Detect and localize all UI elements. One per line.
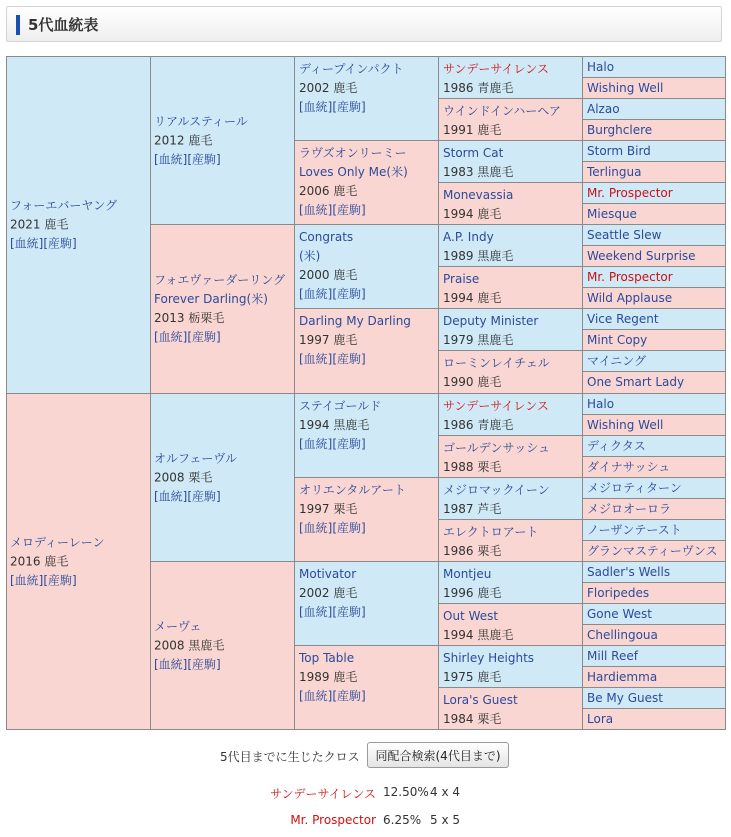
horse-birth-info xyxy=(154,131,291,150)
pedigree-cell-gen5 xyxy=(582,498,726,520)
horse-birth-info xyxy=(443,205,578,224)
horse-name-link[interactable]: Mill Reef xyxy=(587,649,638,663)
horse-birth-info xyxy=(443,331,578,350)
birth-year: 1975 xyxy=(443,670,474,684)
pedigree-cell-gen2 xyxy=(150,224,295,394)
pedigree-cell-gen3 xyxy=(294,561,439,646)
pedigree-table xyxy=(6,56,725,729)
cross-label: 5代目までに生じたクロス xyxy=(220,750,360,764)
coat-color: 栗毛 xyxy=(333,502,358,516)
pedigree-link[interactable]: [血統] xyxy=(154,657,188,671)
pedigree-cell-gen5 xyxy=(582,119,726,141)
coat-color: 鹿毛 xyxy=(477,375,502,389)
cross-horse-link[interactable]: サンデーサイレンス xyxy=(270,787,376,801)
horse-name-link[interactable]: サンデーサイレンス xyxy=(443,399,549,413)
horse-name-link[interactable]: Congrats xyxy=(299,230,354,244)
birth-year: 2002 xyxy=(299,81,330,95)
pedigree-cell-gen4 xyxy=(438,687,583,730)
birth-year: 1996 xyxy=(443,586,474,600)
birth-year: 2006 xyxy=(299,184,330,198)
horse-name-link[interactable]: ウインドインハーヘア xyxy=(443,104,561,118)
horse-birth-info xyxy=(154,468,291,487)
horse-name-link[interactable]: オルフェーヴル xyxy=(154,451,238,465)
pedigree-cell-gen3 xyxy=(294,393,439,478)
pedigree-link[interactable]: [血統] xyxy=(299,203,333,217)
page-title: 5代血統表 xyxy=(28,16,99,34)
horse-name-link[interactable]: Lora xyxy=(587,712,614,726)
pedigree-link[interactable]: [血統] xyxy=(10,236,44,251)
horse-name-link[interactable]: フォエヴァーダーリング xyxy=(154,273,286,287)
pedigree-cell-content xyxy=(10,533,147,590)
coat-color: 鹿毛 xyxy=(333,586,358,600)
horse-birth-info xyxy=(154,636,291,655)
coat-color: 鹿毛 xyxy=(44,554,69,568)
horse-name-alt-link[interactable]: (米) xyxy=(299,249,321,263)
pedigree-cell-gen4 xyxy=(438,182,583,225)
pedigree-cell-gen5 xyxy=(582,666,726,688)
header-accent-bar xyxy=(16,15,20,35)
pedigree-cell-content xyxy=(154,449,291,506)
horse-name-link[interactable]: エレクトロアート xyxy=(443,525,539,539)
horse-name-link[interactable]: Be My Guest xyxy=(587,691,663,705)
coat-color: 栗毛 xyxy=(477,544,502,558)
birth-year: 1994 xyxy=(443,628,474,642)
horse-birth-info xyxy=(443,500,578,519)
coat-color: 栗毛 xyxy=(477,460,502,474)
pedigree-cell-gen2 xyxy=(150,393,295,562)
birth-year: 1988 xyxy=(443,460,474,474)
pedigree-cell-gen2 xyxy=(150,561,295,730)
horse-name-link[interactable]: ダイナサッシュ xyxy=(587,460,671,474)
pedigree-cell-gen4 xyxy=(438,224,583,267)
horse-birth-info xyxy=(299,266,434,285)
horse-links xyxy=(154,150,291,169)
pedigree-cell-gen4 xyxy=(438,519,583,562)
birth-year: 2000 xyxy=(299,268,330,282)
horse-birth-info xyxy=(443,416,578,435)
birth-year: 1994 xyxy=(443,291,474,305)
pedigree-link[interactable]: [血統] xyxy=(299,352,333,366)
coat-color: 黒鹿毛 xyxy=(477,628,514,642)
coat-color: 黒鹿毛 xyxy=(188,638,225,652)
pedigree-cell-gen4 xyxy=(438,393,583,436)
section-header xyxy=(6,6,722,42)
pedigree-cell-gen5 xyxy=(582,456,726,478)
pedigree-cell-gen4 xyxy=(438,98,583,141)
horse-name-link[interactable]: One Smart Lady xyxy=(587,375,685,389)
horse-name-link[interactable]: メーヴェ xyxy=(154,619,202,633)
horse-birth-info xyxy=(443,542,578,561)
horse-links xyxy=(10,235,147,254)
birth-year: 1979 xyxy=(443,333,474,347)
pedigree-link[interactable]: [血統] xyxy=(299,521,333,535)
horse-name-link[interactable]: Out West xyxy=(443,609,499,623)
horse-name-link[interactable]: ステイゴールド xyxy=(299,399,382,413)
pedigree-cell-gen5 xyxy=(582,266,726,288)
horse-birth-info xyxy=(443,626,578,645)
pedigree-cell-gen5 xyxy=(582,203,726,225)
pedigree-cell-gen4 xyxy=(438,266,583,309)
birth-year: 1997 xyxy=(299,333,330,347)
pedigree-cell-gen5 xyxy=(582,393,726,415)
pedigree-cell-gen3 xyxy=(294,56,439,141)
horse-birth-info xyxy=(443,458,578,477)
pedigree-cell-gen5 xyxy=(582,182,726,204)
coat-color: 黒鹿毛 xyxy=(477,333,514,347)
horse-name-link[interactable]: Weekend Surprise xyxy=(587,249,696,263)
horse-name-link[interactable]: サンデーサイレンス xyxy=(443,62,549,76)
horse-birth-info xyxy=(443,373,578,392)
horse-name-link[interactable]: Mint Copy xyxy=(587,333,648,347)
horse-birth-info xyxy=(299,416,434,435)
coat-color: 青鹿毛 xyxy=(477,81,514,95)
pedigree-cell-gen4 xyxy=(438,603,583,646)
pedigree-cell-content xyxy=(10,197,147,254)
cross-item xyxy=(0,813,731,831)
birth-year: 1991 xyxy=(443,123,474,137)
pedigree-cell-gen5 xyxy=(582,287,726,309)
coat-color: 鹿毛 xyxy=(44,217,69,232)
coat-color: 芦毛 xyxy=(477,502,502,516)
horse-name-link[interactable]: グランマスティーヴンス xyxy=(587,544,718,558)
pedigree-link[interactable]: [血統] xyxy=(299,287,333,301)
pedigree-cell-gen5 xyxy=(582,329,726,351)
horse-name-link[interactable]: ディクタス xyxy=(587,439,646,453)
pedigree-cell-gen3 xyxy=(294,224,439,309)
cross-ratio: 5 x 5 xyxy=(430,813,460,827)
coat-color: 青鹿毛 xyxy=(477,418,514,432)
birth-year: 1989 xyxy=(443,249,474,263)
pedigree-link[interactable]: [血統] xyxy=(299,100,333,114)
horse-name-link[interactable]: Praise xyxy=(443,272,480,286)
pedigree-cell-gen5 xyxy=(582,77,726,99)
horse-name-link[interactable]: Monevassia xyxy=(443,188,514,202)
coat-color: 鹿毛 xyxy=(477,291,502,305)
horse-name-link[interactable]: Gone West xyxy=(587,607,652,621)
coat-color: 鹿毛 xyxy=(477,123,502,137)
birth-year: 1983 xyxy=(443,165,474,179)
pedigree-cell-gen4 xyxy=(438,350,583,394)
horse-name-alt-link[interactable]: Forever Darling(米) xyxy=(154,292,268,306)
birth-year: 1994 xyxy=(443,207,474,221)
pedigree-cell-gen5 xyxy=(582,371,726,394)
horse-birth-info xyxy=(443,121,578,140)
horse-name-link[interactable]: Shirley Heights xyxy=(443,651,535,665)
horse-name-link[interactable]: リアルスティール xyxy=(154,114,248,128)
birth-year: 2021 xyxy=(10,217,41,232)
pedigree-link[interactable]: [血統] xyxy=(299,689,333,703)
cross-percent: 6.25% xyxy=(383,813,422,827)
same-mating-search-button[interactable]: 同配合検索(4代目まで) xyxy=(367,742,509,768)
horse-links xyxy=(299,435,434,454)
horse-name-link[interactable]: A.P. Indy xyxy=(443,230,494,244)
pedigree-cell-gen5 xyxy=(582,624,726,646)
coat-color: 鹿毛 xyxy=(333,670,358,684)
horse-name-link[interactable]: Seattle Slew xyxy=(587,228,662,242)
pedigree-cell-gen5 xyxy=(582,161,726,183)
horse-name-link[interactable]: Terlingua xyxy=(587,165,642,179)
coat-color: 鹿毛 xyxy=(477,207,502,221)
offspring-link[interactable]: [産駒] xyxy=(332,689,366,703)
pedigree-cell-gen2 xyxy=(150,56,295,225)
horse-links xyxy=(154,487,291,506)
horse-name-link[interactable]: ノーザンテースト xyxy=(587,523,682,537)
horse-name-link[interactable]: Motivator xyxy=(299,567,357,581)
offspring-link[interactable]: [産駒] xyxy=(187,152,221,166)
horse-name-link[interactable]: Chellingoua xyxy=(587,628,658,642)
pedigree-cell-gen4 xyxy=(438,56,583,99)
pedigree-cell-gen5 xyxy=(582,477,726,499)
offspring-link[interactable]: [産駒] xyxy=(332,352,366,366)
horse-name-link[interactable]: Mr. Prospector xyxy=(587,186,673,200)
offspring-link[interactable]: [産駒] xyxy=(332,437,366,451)
pedigree-link[interactable]: [血統] xyxy=(10,573,44,587)
coat-color: 黒鹿毛 xyxy=(477,249,514,263)
horse-name-link[interactable]: メロディーレーン xyxy=(10,535,105,549)
horse-name-link[interactable]: Lora's Guest xyxy=(443,693,518,707)
pedigree-cell-gen3 xyxy=(294,645,439,730)
horse-birth-info xyxy=(299,79,434,98)
birth-year: 1994 xyxy=(299,418,330,432)
horse-birth-info xyxy=(10,552,147,571)
pedigree-cell-content xyxy=(154,112,291,169)
horse-birth-info xyxy=(299,500,434,519)
horse-birth-info xyxy=(299,584,434,603)
offspring-link[interactable]: [産駒] xyxy=(332,100,366,114)
pedigree-cell-gen4 xyxy=(438,308,583,351)
coat-color: 黒鹿毛 xyxy=(333,418,370,432)
horse-links xyxy=(299,350,434,369)
birth-year: 2016 xyxy=(10,554,41,568)
horse-links xyxy=(154,328,291,347)
horse-name-link[interactable]: マイニング xyxy=(587,354,647,368)
pedigree-cell-gen4 xyxy=(438,561,583,604)
horse-name-link[interactable]: メジロマックイーン xyxy=(443,483,550,497)
pedigree-cell-gen5 xyxy=(582,56,726,78)
horse-birth-info xyxy=(443,79,578,98)
pedigree-cell-content xyxy=(154,271,291,347)
cross-horse-link[interactable]: Mr. Prospector xyxy=(290,813,376,827)
horse-birth-info xyxy=(443,247,578,266)
horse-links xyxy=(299,519,434,538)
horse-name-link[interactable]: メジロオーロラ xyxy=(587,502,672,516)
pedigree-cell-gen5 xyxy=(582,140,726,162)
birth-year: 1986 xyxy=(443,418,474,432)
horse-birth-info xyxy=(299,182,434,201)
horse-name-link[interactable]: Hardiemma xyxy=(587,670,658,684)
pedigree-cell-gen4 xyxy=(438,477,583,520)
horse-birth-info xyxy=(443,710,578,729)
pedigree-link[interactable]: [血統] xyxy=(299,437,333,451)
horse-name-link[interactable]: ローミンレイチェル xyxy=(443,356,550,370)
pedigree-cell-gen3 xyxy=(294,477,439,562)
pedigree-cell-gen3 xyxy=(294,140,439,225)
horse-name-link[interactable]: メジロティターン xyxy=(587,481,682,495)
coat-color: 鹿毛 xyxy=(333,333,358,347)
offspring-link[interactable]: [産駒] xyxy=(332,287,366,301)
birth-year: 1997 xyxy=(299,502,330,516)
pedigree-cell-gen5 xyxy=(582,245,726,267)
horse-name-link[interactable]: Top Table xyxy=(299,651,355,665)
offspring-link[interactable]: [産駒] xyxy=(332,521,366,535)
pedigree-cell-gen5 xyxy=(582,708,726,730)
pedigree-cell-gen5 xyxy=(582,414,726,436)
horse-links xyxy=(10,571,147,590)
offspring-link[interactable]: [産駒] xyxy=(187,330,221,344)
offspring-link[interactable]: [産駒] xyxy=(43,236,77,251)
pedigree-cell-gen1 xyxy=(6,393,151,730)
pedigree-link[interactable]: [血統] xyxy=(154,152,188,166)
horse-name-link[interactable]: Wishing Well xyxy=(587,418,664,432)
offspring-link[interactable]: [産駒] xyxy=(187,489,221,503)
pedigree-cell-gen5 xyxy=(582,98,726,120)
pedigree-cell-gen5 xyxy=(582,645,726,667)
pedigree-cell-gen3 xyxy=(294,308,439,394)
pedigree-cell-gen5 xyxy=(582,224,726,246)
horse-birth-info xyxy=(154,309,291,328)
birth-year: 1987 xyxy=(443,502,474,516)
cross-percent: 12.50% xyxy=(383,785,429,799)
horse-name-link[interactable]: ラヴズオンリーミー xyxy=(299,146,407,160)
horse-name-link[interactable]: Storm Cat xyxy=(443,146,504,160)
horse-birth-info xyxy=(299,668,434,687)
horse-links xyxy=(299,687,434,706)
horse-name-link[interactable]: ディープインパクト xyxy=(299,62,404,76)
offspring-link[interactable]: [産駒] xyxy=(43,573,77,587)
horse-links xyxy=(299,603,434,622)
horse-links xyxy=(299,285,434,304)
horse-name-link[interactable]: Alzao xyxy=(587,102,620,116)
cross-row xyxy=(0,741,731,771)
offspring-link[interactable]: [産駒] xyxy=(332,203,366,217)
horse-name-link[interactable]: Sadler's Wells xyxy=(587,565,671,579)
horse-name-link[interactable]: Storm Bird xyxy=(587,144,651,158)
birth-year: 2008 xyxy=(154,638,185,652)
birth-year: 1984 xyxy=(443,712,474,726)
horse-name-link[interactable]: Halo xyxy=(587,397,615,411)
pedigree-cell-gen5 xyxy=(582,519,726,541)
horse-links xyxy=(154,655,291,674)
birth-year: 2008 xyxy=(154,470,185,484)
coat-color: 栗毛 xyxy=(188,470,213,484)
horse-name-link[interactable]: Wild Applause xyxy=(587,291,673,305)
horse-name-link[interactable]: Halo xyxy=(587,60,615,74)
offspring-link[interactable]: [産駒] xyxy=(187,657,221,671)
horse-birth-info xyxy=(443,584,578,603)
pedigree-cell-gen5 xyxy=(582,435,726,457)
horse-name-link[interactable]: Floripedes xyxy=(587,586,650,600)
pedigree-link[interactable]: [血統] xyxy=(299,605,333,619)
pedigree-cell-gen5 xyxy=(582,603,726,625)
horse-links xyxy=(299,201,434,220)
horse-name-link[interactable]: Montjeu xyxy=(443,567,492,581)
birth-year: 1990 xyxy=(443,375,474,389)
coat-color: 栗毛 xyxy=(477,712,502,726)
horse-birth-info xyxy=(443,668,578,687)
coat-color: 鹿毛 xyxy=(477,670,502,684)
pedigree-cell-gen5 xyxy=(582,687,726,709)
coat-color: 鹿毛 xyxy=(188,133,213,147)
coat-color: 栃栗毛 xyxy=(188,311,225,325)
horse-name-link[interactable]: Mr. Prospector xyxy=(587,270,673,284)
birth-year: 2002 xyxy=(299,586,330,600)
birth-year: 1986 xyxy=(443,544,474,558)
horse-name-link[interactable]: フォーエバーヤング xyxy=(10,198,118,213)
horse-birth-info xyxy=(10,216,147,235)
pedigree-cell-gen4 xyxy=(438,645,583,688)
horse-name-link[interactable]: Vice Regent xyxy=(587,312,659,326)
birth-year: 2012 xyxy=(154,133,185,147)
pedigree-cell-gen5 xyxy=(582,308,726,330)
pedigree-cell-gen5 xyxy=(582,540,726,562)
birth-year: 1989 xyxy=(299,670,330,684)
pedigree-link[interactable]: [血統] xyxy=(154,330,188,344)
horse-name-link[interactable]: Deputy Minister xyxy=(443,314,539,328)
pedigree-link[interactable]: [血統] xyxy=(154,489,188,503)
horse-name-link[interactable]: ゴールデンサッシュ xyxy=(443,441,551,455)
pedigree-cell-gen5 xyxy=(582,350,726,372)
coat-color: 鹿毛 xyxy=(333,81,358,95)
horse-name-link[interactable]: Burghclere xyxy=(587,123,653,137)
pedigree-cell-gen1 xyxy=(6,56,151,394)
cross-item xyxy=(0,785,731,803)
coat-color: 鹿毛 xyxy=(477,586,502,600)
horse-name-link[interactable]: Wishing Well xyxy=(587,81,664,95)
pedigree-cell-gen5 xyxy=(582,561,726,583)
horse-links xyxy=(299,98,434,117)
horse-name-link[interactable]: Darling My Darling xyxy=(299,314,411,328)
coat-color: 鹿毛 xyxy=(333,184,358,198)
pedigree-cell-gen4 xyxy=(438,435,583,478)
horse-birth-info xyxy=(443,289,578,308)
horse-name-link[interactable]: オリエンタルアート xyxy=(299,483,406,497)
birth-year: 1986 xyxy=(443,81,474,95)
horse-birth-info xyxy=(443,163,578,182)
coat-color: 黒鹿毛 xyxy=(477,165,514,179)
pedigree-cell-gen5 xyxy=(582,582,726,604)
cross-ratio: 4 x 4 xyxy=(430,785,460,799)
offspring-link[interactable]: [産駒] xyxy=(332,605,366,619)
pedigree-cell-content xyxy=(154,617,291,674)
birth-year: 2013 xyxy=(154,311,185,325)
coat-color: 鹿毛 xyxy=(333,268,358,282)
horse-name-alt-link[interactable]: Loves Only Me(米) xyxy=(299,165,408,179)
horse-birth-info xyxy=(299,331,434,350)
horse-name-link[interactable]: Miesque xyxy=(587,207,637,221)
pedigree-cell-gen4 xyxy=(438,140,583,183)
